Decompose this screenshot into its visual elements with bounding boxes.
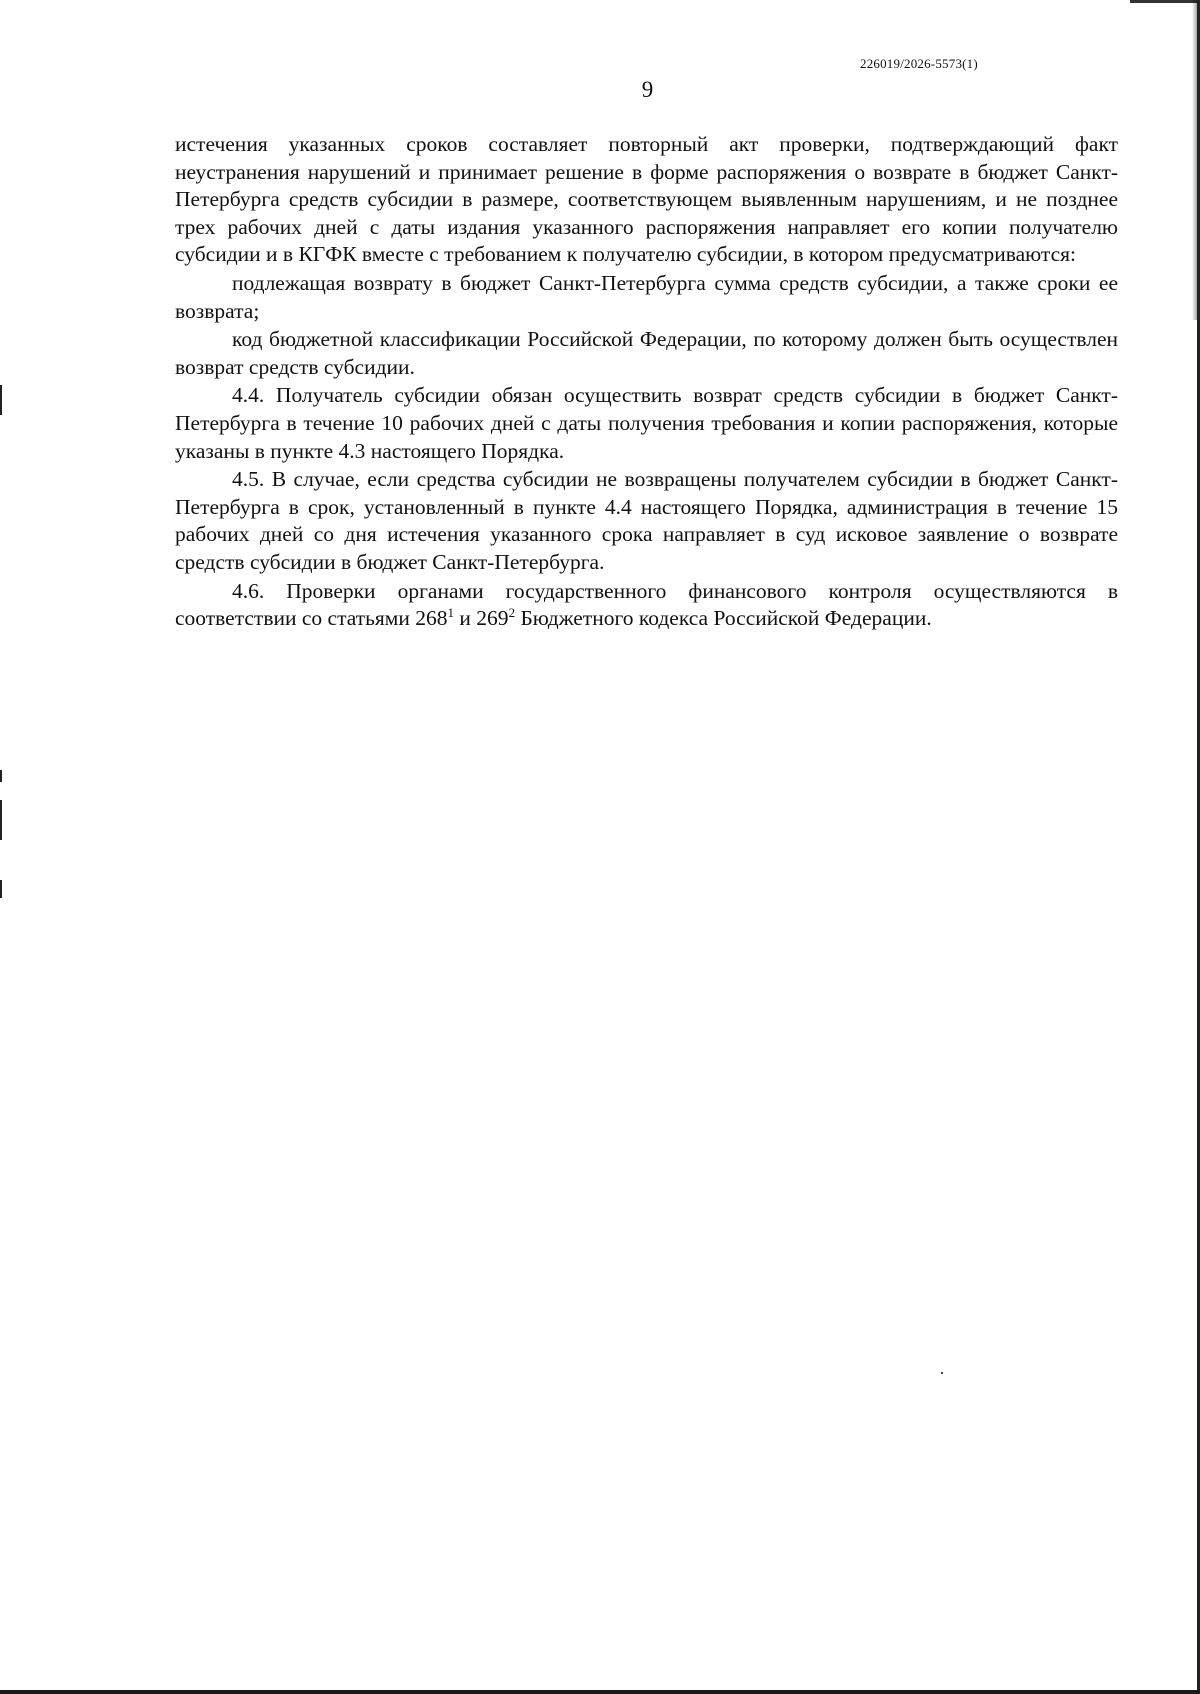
document-registration-number: 226019/2026-5573(1) — [860, 56, 978, 71]
paragraph-budget-code: код бюджетной классификации Российской Федерации, по которому должен быть осуществлен возврат средств субсидии. — [175, 327, 1118, 379]
scan-speck — [941, 1372, 943, 1374]
superscript-article-269: 2 — [508, 604, 516, 620]
scan-edge-top — [1130, 0, 1200, 3]
paragraph-refund-amount: подлежащая возврату в бюджет Санкт-Петербурга сумма средств субсидии, а также сроки ее возврата; — [175, 270, 1118, 323]
scan-mark-left — [0, 800, 2, 840]
paragraph-continuation: истечения указанных сроков составляет повторный акт проверки, подтверждающий факт неустранения нарушений и принимает решение в форме распоряжения о возврате в бюджет Санкт-Петербурга средств субсидии в размере, соответствующем выявленным нарушениям, и не позднее трех рабочих дней с даты издания указанного распоряжения направляет его копии получателю субсидии и в КГФК вместе с требованием к получателю субсидии, в котором предусматриваются: — [175, 132, 1118, 267]
paragraph-4-5: 4.5. В случае, если средства субсидии не возвращены получателем субсидии в бюджет Санкт-Петербурга в срок, установленный в пункте 4.4 настоящего Порядка, администрация в течение 15 рабочих дней со дня истечения указанного срока направляет в суд исковое заявление о возврате средств субсидии в бюджет Санкт-Петербурга. — [175, 467, 1118, 574]
scan-mark-left — [0, 385, 2, 415]
paragraph-4-6 — [175, 578, 1118, 633]
paragraph-4-6-text-start: 4.6. Проверки органами государственного финансового контроля осуществляются в соответствии со статьями 268 — [175, 578, 1118, 631]
paragraph-4-4: 4.4. Получатель субсидии обязан осуществить возврат средств субсидии в бюджет Санкт-Петербурга в течение 10 рабочих дней с даты получения требования и копии распоряжения, которые указаны в пункте 4.3 настоящего Порядка. — [175, 383, 1118, 463]
paragraph-4-6-text-end: Бюджетного кодекса Российской Федерации. — [515, 606, 932, 631]
scan-mark-left — [0, 880, 2, 898]
paragraph-4-6-text-middle: и 269 — [454, 606, 509, 631]
superscript-article-268: 1 — [447, 604, 455, 620]
scan-edge-bottom — [0, 1690, 1200, 1694]
scan-shadow-right — [1192, 0, 1197, 320]
scan-mark-left — [0, 770, 2, 782]
document-body — [175, 131, 1118, 634]
page-number: 9 — [641, 77, 654, 102]
